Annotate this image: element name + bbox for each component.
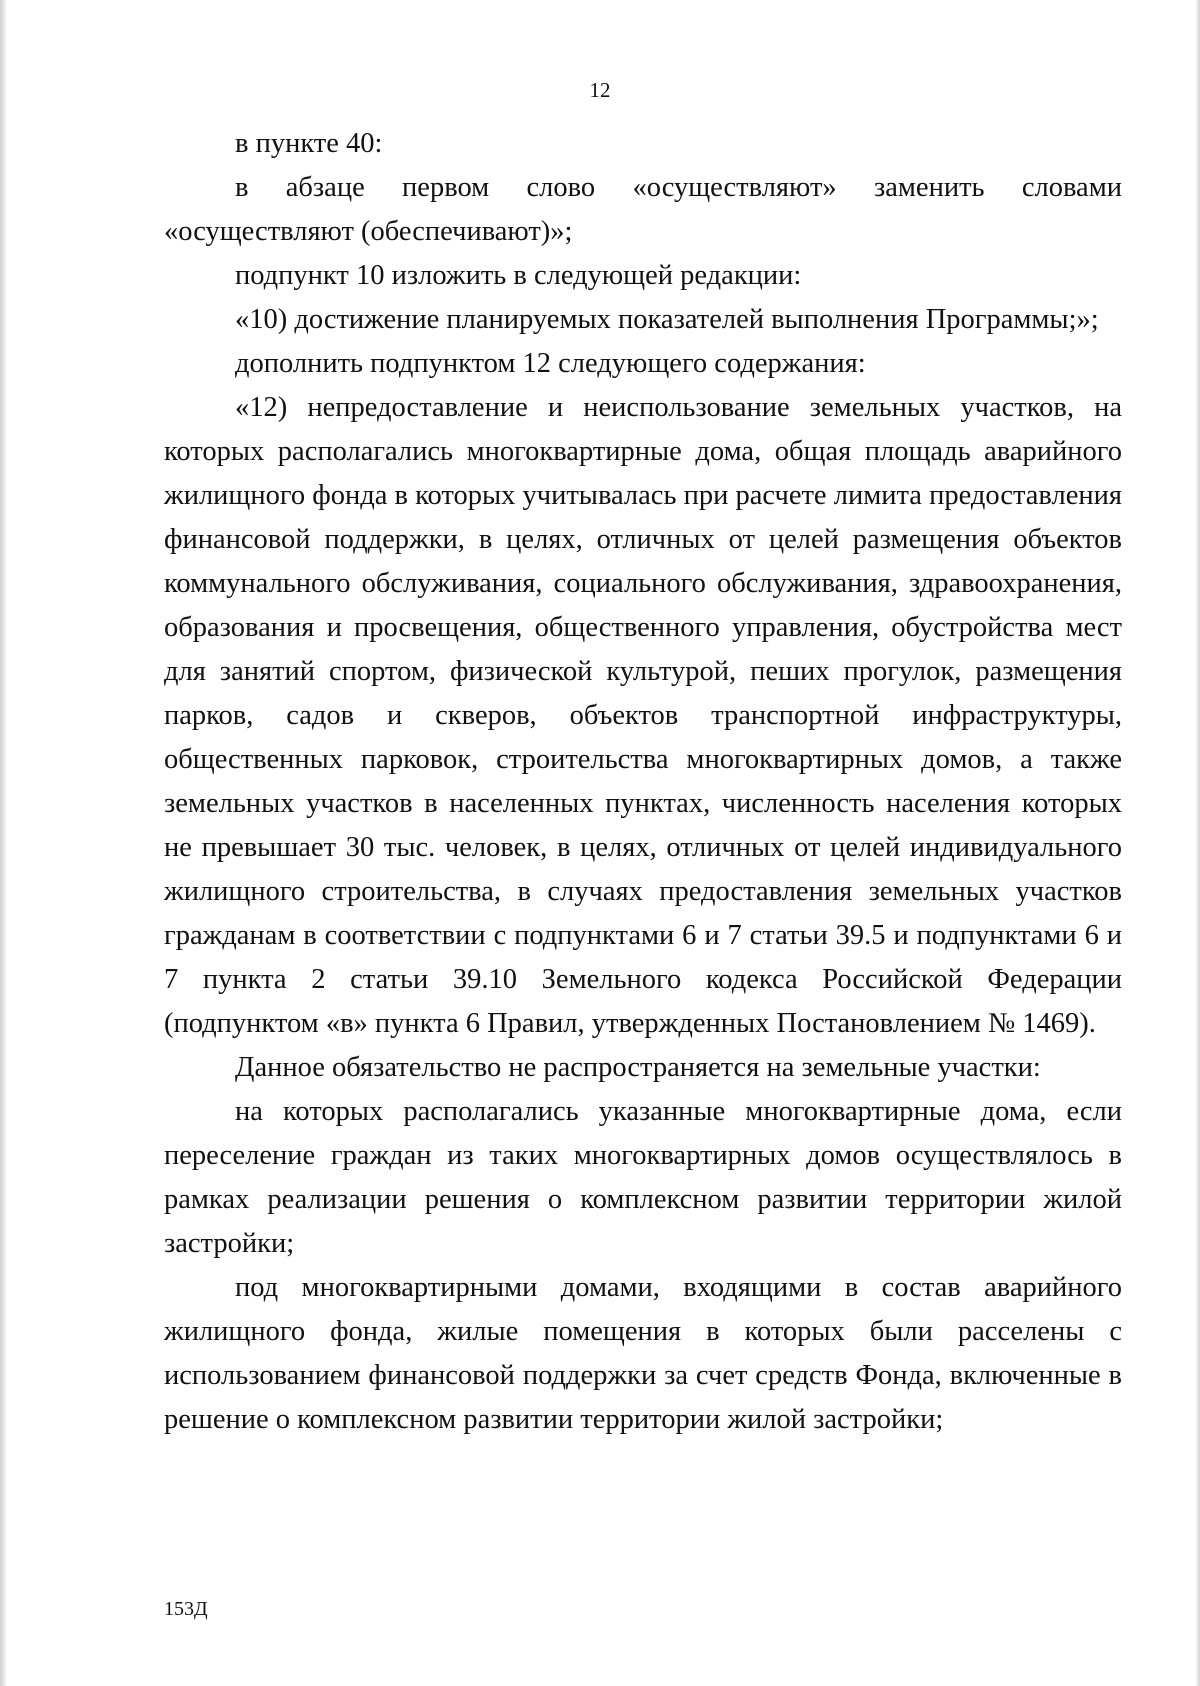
scan-right-edge	[1196, 0, 1200, 1686]
paragraph-6: «12) непредоставление и неиспользование земельных участков, на которых располагались многоквартирные дома, общая площадь аварийного жилищного фонда в которых учитывалась при расчете лимита предоставления финансовой поддержки, в целях, отличных от целей размещения объектов коммунального обслуживания, социального обслуживания, здравоохранения, образования и просвещения, общественного управления, обустройства мест для занятий спортом, физической культурой, пеших прогулок, размещения парков, садов и скверов, объектов транспортной инфраструктуры, общественных парковок, строительства многоквартирных домов, а также земельных участков в населенных пунктах, численность населения которых не превышает 30 тыс. человек, в целях, отличных от целей индивидуального жилищного строительства, в случаях предоставления земельных участков гражданам в соответствии с подпунктами 6 и 7 статьи 39.5 и подпунктами 6 и 7 пункта 2 статьи 39.10 Земельного кодекса Российской Федерации (подпунктом «в» пункта 6 Правил, утвержденных Постановлением № 1469).	[164, 392, 1122, 1039]
paragraph-7: Данное обязательство не распространяется на земельные участки:	[235, 1052, 1041, 1083]
paragraph-2: в абзаце первом слово «осуществляют» заменить словами «осуществляют (обеспечивают)»;	[164, 172, 1122, 247]
paragraph-8: на которых располагались указанные многоквартирные дома, если переселение граждан из таких многоквартирных домов осуществлялось в рамках реализации решения о комплексном развитии территории жилой застройки;	[164, 1096, 1122, 1259]
page-number: 12	[589, 78, 611, 102]
paragraph-9: под многоквартирными домами, входящими в состав аварийного жилищного фонда, жилые помещения в которых были расселены с использованием финансовой поддержки за счет средств Фонда, включенные в решение о комплексном развитии территории жилой застройки;	[164, 1272, 1122, 1435]
paragraph-5: дополнить подпунктом 12 следующего содержания:	[235, 348, 866, 379]
document-body	[164, 122, 1122, 1442]
paragraph-4: «10) достижение планируемых показателей выполнения Программы;»;	[235, 304, 1099, 335]
scan-left-edge	[0, 0, 6, 1686]
document-code: 153Д	[164, 1598, 208, 1620]
paragraph-3: подпункт 10 изложить в следующей редакции:	[235, 260, 802, 291]
paragraph-1: в пункте 40:	[235, 128, 383, 159]
